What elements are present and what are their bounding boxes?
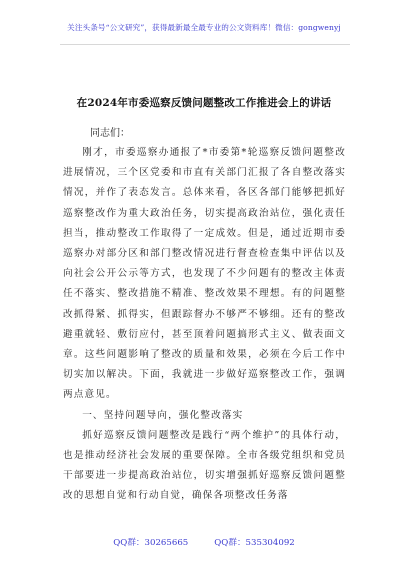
document-title: 在2024年市委巡察反馈问题整改工作推进会上的讲话 xyxy=(76,97,332,109)
header-banner: 关注头条号“公文研究”，获得最新最全最专业的公文资料库！微信：gongwenyj xyxy=(67,23,341,32)
footer-qq-number: 30265665 xyxy=(144,538,189,548)
document-body xyxy=(63,143,346,533)
footer-qq-number: 535304092 xyxy=(245,538,295,548)
header-divider xyxy=(60,44,350,45)
footer-qq-label: QQ群： xyxy=(214,538,246,548)
section-heading: 一、坚持问题导向，强化整改落实 xyxy=(82,409,244,421)
footer-qq-label: QQ群： xyxy=(113,538,145,548)
body-paragraph: 刚才，市委巡察办通报了*市委第*轮巡察反馈问题整改进展情况，三个区党委和市直有关部门汇报了各自整改落实情况，并作了表态发言。总体来看，各区各部门能够把抓好巡察整改作为重大政治任务，切实提高政治站位，强化责任担当，推动整改工作取得了一定成效。但是，通过近期市委巡察办对部分区和部门整改情况进行督查检查集中评估以及向社会公开公示等方式，也发现了不少问题有的整改主体责任不落实、整改措施不精准、整改效果不理想。有的问题整改抓得紧、抓得实，但跟踪督办不够严不够细。还有的整改避重就轻、敷衍应付，甚至顶着问题搞形式主义、做表面文章。这些问题影响了整改的质量和效果，必须在今后工作中切实加以解决。下面，我就进一步做好巡察整改工作，强调两点意见。 xyxy=(63,147,346,401)
body-paragraph: 抓好巡察反馈问题整改是践行“两个维护”的具体行动，也是推动经济社会发展的重要保障。全市各级党组织和党员干部要进一步提高政治站位，切实增强抓好巡察反馈问题整改的思想自觉和行动自觉，确保各项整改任务落 xyxy=(63,429,346,502)
salutation: 同志们： xyxy=(90,128,130,139)
footer-contact xyxy=(0,536,408,548)
